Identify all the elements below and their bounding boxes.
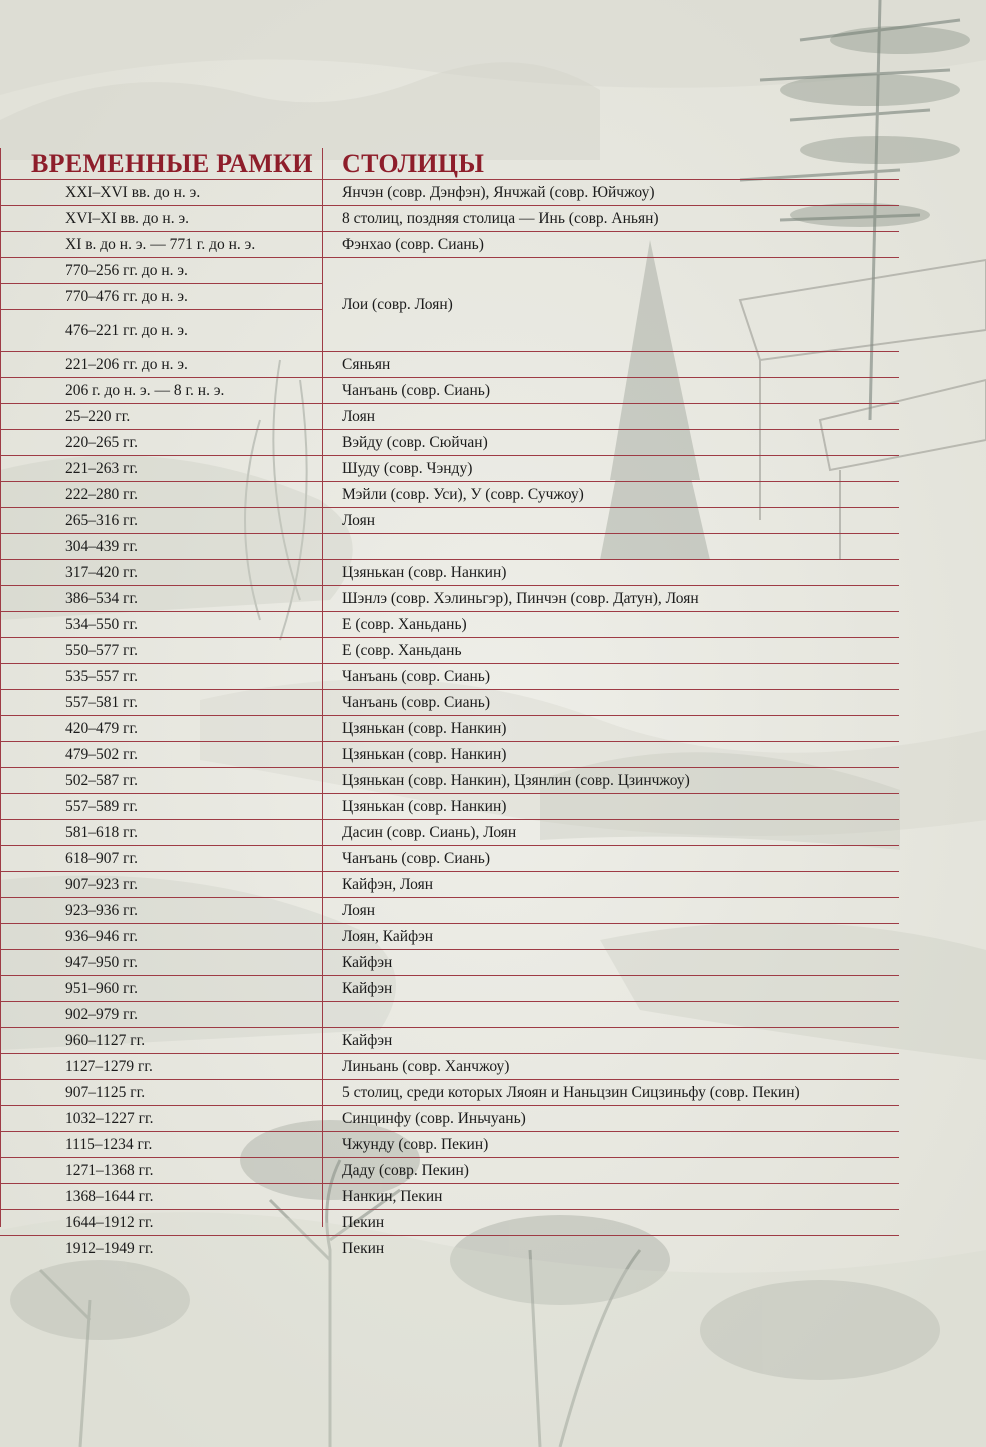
period-cell: 1127–1279 гг. [65, 1058, 153, 1075]
table-row [0, 180, 899, 206]
table-row [0, 534, 899, 560]
capital-cell: Цзянькан (совр. Нанкин) [342, 720, 507, 737]
period-cell: 317–420 гг. [65, 564, 138, 581]
period-cell: 222–280 гг. [65, 486, 138, 503]
capital-cell: Чанъань (совр. Сиань) [342, 850, 491, 867]
table-row [0, 742, 899, 768]
table-header [0, 148, 899, 180]
period-cell: XXI–XVI вв. до н. э. [65, 184, 201, 201]
capital-cell: Чанъань (совр. Сиань) [342, 694, 491, 711]
period-cell: 221–263 гг. [65, 460, 138, 477]
capital-cell: 5 столиц, среди которых Ляоян и Наньцзин Сицзиньфу (совр. Пекин) [342, 1084, 800, 1101]
capital-cell: Кайфэн [342, 954, 393, 971]
period-cell: 581–618 гг. [65, 824, 138, 841]
table-row [0, 898, 899, 924]
period-cell: 206 г. до н. э. — 8 г. н. э. [65, 382, 225, 399]
table-row [0, 404, 899, 430]
capital-cell: Шуду (совр. Чэнду) [342, 460, 473, 477]
period-cell: 951–960 гг. [65, 980, 138, 997]
table-row [0, 612, 899, 638]
table-row [0, 378, 899, 404]
capital-cell: Пекин [342, 1240, 385, 1257]
table-row [0, 794, 899, 820]
capital-cell: Даду (совр. Пекин) [342, 1162, 469, 1179]
period-cell: 550–577 гг. [65, 642, 138, 659]
table-row [0, 1002, 899, 1028]
period-cell: 618–907 гг. [65, 850, 138, 867]
capital-cell: Лоян [342, 902, 376, 919]
table-row [0, 1210, 899, 1236]
table-row [0, 482, 899, 508]
capital-cell: Лои (совр. Лоян) [342, 296, 453, 313]
table-row [0, 586, 899, 612]
capital-cell: Кайфэн [342, 980, 393, 997]
capital-cell: Шэнлэ (совр. Хэлиньгэр), Пинчэн (совр. Датун), Лоян [342, 590, 699, 607]
table-row [0, 1184, 899, 1210]
period-cell: 557–581 гг. [65, 694, 138, 711]
capital-cell: Лоян, Кайфэн [342, 928, 434, 945]
capital-cell: Чанъань (совр. Сиань) [342, 668, 491, 685]
capital-cell: Дасин (совр. Сиань), Лоян [342, 824, 517, 841]
capital-cell: Чжунду (совр. Пекин) [342, 1136, 489, 1153]
period-cell: 420–479 гг. [65, 720, 138, 737]
period-cell: XVI–XI вв. до н. э. [65, 210, 189, 227]
table-row [0, 950, 899, 976]
capital-cell: Цзянькан (совр. Нанкин) [342, 746, 507, 763]
capital-cell: Сяньян [342, 356, 391, 373]
period-cell: 907–1125 гг. [65, 1084, 146, 1101]
period-cell: 386–534 гг. [65, 590, 138, 607]
table-row [0, 206, 899, 232]
capitals-table [0, 148, 899, 1261]
period-cell: 1271–1368 гг. [65, 1162, 154, 1179]
table-row [0, 508, 899, 534]
period-cell: 476–221 гг. до н. э. [65, 322, 188, 339]
table-row [0, 690, 899, 716]
capital-cell: Линьань (совр. Ханчжоу) [342, 1058, 510, 1075]
period-cell: 947–950 гг. [65, 954, 138, 971]
table-row [0, 456, 899, 482]
period-cell: 535–557 гг. [65, 668, 138, 685]
period-cell: 557–589 гг. [65, 798, 138, 815]
period-cell: 25–220 гг. [65, 408, 131, 425]
capital-cell: Пекин [342, 1214, 385, 1231]
capital-cell: 8 столиц, поздняя столица — Инь (совр. Аньян) [342, 210, 659, 227]
capital-cell: Цзянькан (совр. Нанкин) [342, 564, 507, 581]
period-cell: 1912–1949 гг. [65, 1240, 154, 1257]
capital-cell: Мэйли (совр. Уси), У (совр. Сучжоу) [342, 486, 584, 503]
capital-cell: Нанкин, Пекин [342, 1188, 443, 1205]
period-cell: 902–979 гг. [65, 1006, 138, 1023]
table-row [0, 820, 899, 846]
capital-cell: Фэнхао (совр. Сиань) [342, 236, 484, 253]
period-cell: 960–1127 гг. [65, 1032, 146, 1049]
period-cell: 907–923 гг. [65, 876, 138, 893]
capital-cell: Чанъань (совр. Сиань) [342, 382, 491, 399]
capital-cell: Лоян [342, 512, 376, 529]
table-row [0, 560, 899, 586]
period-cell: 770–476 гг. до н. э. [65, 288, 188, 305]
period-cell: 265–316 гг. [65, 512, 138, 529]
capital-cell: Цзянькан (совр. Нанкин), Цзянлин (совр. Цзинчжоу) [342, 772, 690, 789]
period-cell: 479–502 гг. [65, 746, 138, 763]
capital-cell: Лоян [342, 408, 376, 425]
period-cell: 1368–1644 гг. [65, 1188, 154, 1205]
period-cell: XI в. до н. э. — 771 г. до н. э. [65, 236, 256, 253]
merged-row [0, 258, 899, 352]
header-periods: ВРЕМЕННЫЕ РАМКИ [31, 149, 313, 178]
table-row [0, 1158, 899, 1184]
capital-cell: Кайфэн, Лоян [342, 876, 434, 893]
period-cell: 936–946 гг. [65, 928, 138, 945]
table-row [0, 430, 899, 456]
period-cell: 502–587 гг. [65, 772, 138, 789]
period-cell: 1644–1912 гг. [65, 1214, 154, 1231]
period-cell: 1032–1227 гг. [65, 1110, 154, 1127]
table-row [0, 768, 899, 794]
period-cell: 221–206 гг. до н. э. [65, 356, 188, 373]
period-cell: 770–256 гг. до н. э. [65, 262, 188, 279]
table-row [0, 1054, 899, 1080]
table-row [0, 1236, 899, 1261]
table-row [0, 664, 899, 690]
table-row [0, 1080, 899, 1106]
table-row [0, 1132, 899, 1158]
table-row [0, 924, 899, 950]
period-cell: 220–265 гг. [65, 434, 138, 451]
capital-cell: Е (совр. Ханьдань) [342, 616, 467, 633]
capital-cell: Янчэн (совр. Дэнфэн), Янчжай (совр. Юйчжоу) [342, 184, 655, 201]
table-row [0, 976, 899, 1002]
capital-cell: Кайфэн [342, 1032, 393, 1049]
table-row [0, 872, 899, 898]
period-cell: 1115–1234 гг. [65, 1136, 153, 1153]
table-row [0, 846, 899, 872]
header-capitals: СТОЛИЦЫ [342, 149, 485, 178]
table-row [0, 232, 899, 258]
capital-cell: Цзянькан (совр. Нанкин) [342, 798, 507, 815]
capital-cell: Синцинфу (совр. Иньчуань) [342, 1110, 526, 1127]
capital-cell: Е (совр. Ханьдань [342, 642, 462, 659]
period-cell: 534–550 гг. [65, 616, 138, 633]
table-row [0, 1028, 899, 1054]
period-cell: 923–936 гг. [65, 902, 138, 919]
capital-cell: Вэйду (совр. Сюйчан) [342, 434, 488, 451]
table-row [0, 352, 899, 378]
period-cell: 304–439 гг. [65, 538, 138, 555]
table-row [0, 1106, 899, 1132]
table-row [0, 716, 899, 742]
table-row [0, 638, 899, 664]
